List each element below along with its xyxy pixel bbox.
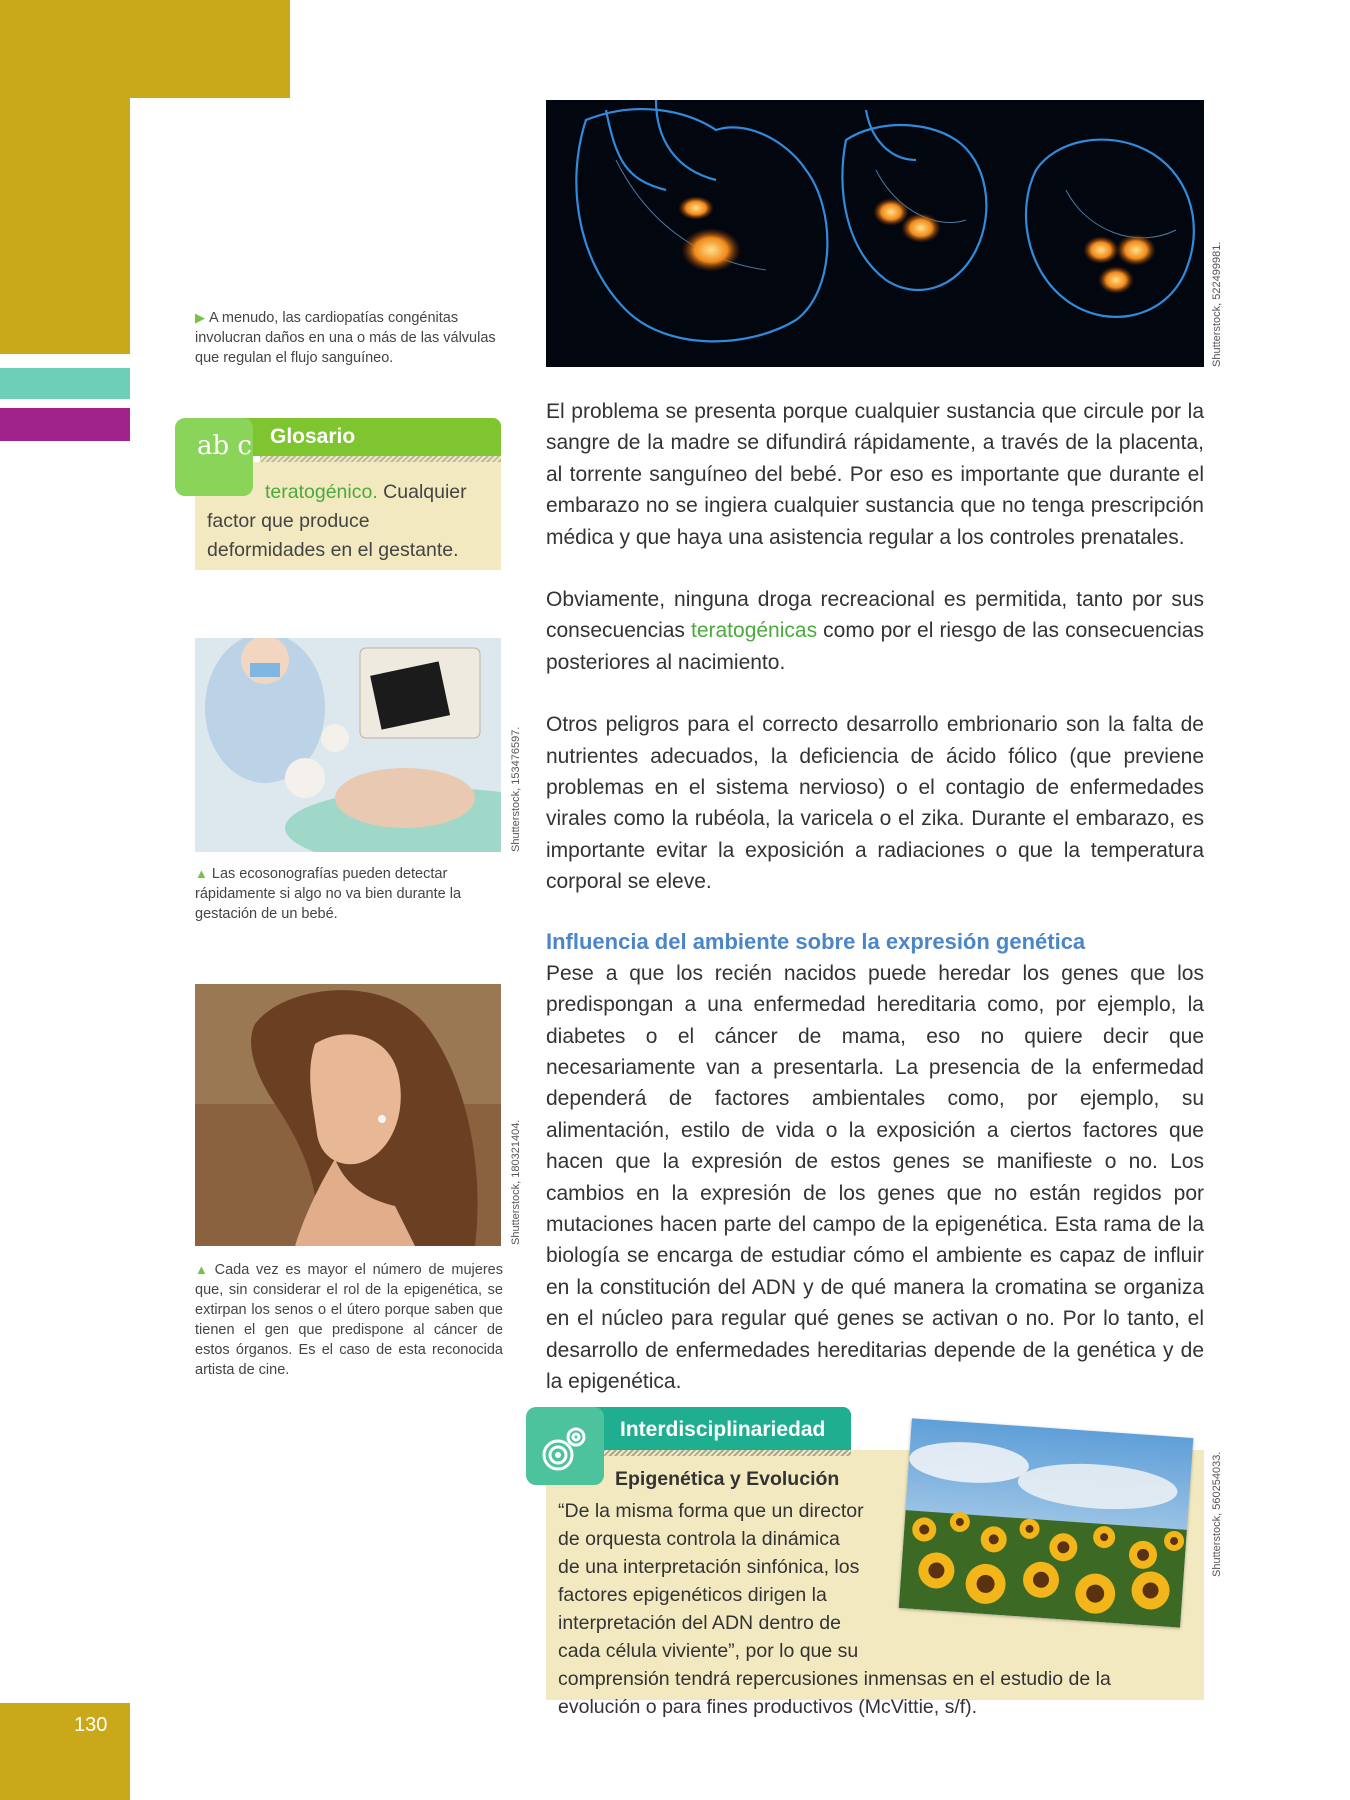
portrait-caption: ▲ Cada vez es mayor el número de mujeres que, sin considerar el rol de la epigenética, se extirpan los senos o el útero porque saben que tienen el gen que predispone al cáncer de estos órganos. Es el caso de esta reconocida artista de cine.: [195, 1262, 503, 1378]
interdisciplinary-badge: [526, 1407, 604, 1485]
left-olive-bar: [0, 98, 130, 354]
caption-triangle-icon: ▶: [195, 310, 205, 325]
page-number: 130: [74, 1714, 108, 1736]
portrait-credit: Shutterstock, 180321404.: [510, 1119, 522, 1245]
glossary-term: teratogénico.: [265, 481, 378, 503]
heart-credit: Shutterstock, 522499981.: [1211, 241, 1223, 367]
main-text-column: [546, 396, 1204, 1397]
heart-image: [546, 100, 1204, 367]
paragraph-2: Obviamente, ninguna droga recreacional es permitida, tanto por sus consecuencias teratogénicas como por el riesgo de las consecuencias posteriores al nacimiento.: [546, 588, 1204, 674]
magenta-stripe: [0, 408, 130, 441]
teal-stripe: [0, 368, 130, 399]
portrait-image: [195, 984, 501, 1246]
paragraph-3: Otros peligros para el correcto desarrollo embrionario son la falta de nutrientes adecuados, la deficiencia de ácido fólico (que previene problemas en el sistema nervioso) o el contagio de enfermedades virales como la rubéola, la varicela o el zika. Durante el embarazo, es importante evitar la exposición a radiaciones o que la temperatura corporal se eleve.: [546, 713, 1204, 894]
sunflower-credit: Shutterstock, 560254033.: [1211, 1451, 1223, 1577]
ultrasound-caption: ▲ Las ecosonografías pueden detectar rápidamente si algo no va bien durante la gestación de un bebé.: [195, 866, 462, 922]
ultrasound-credit: Shutterstock, 153476597.: [510, 726, 522, 852]
page-number-block: [0, 1703, 130, 1800]
top-olive-block: [0, 0, 290, 98]
glossary-content: [207, 478, 489, 565]
glossary-definition: Cualquier factor que produce deformidades en el gestante.: [207, 481, 467, 561]
paragraph-1: El problema se presenta porque cualquier sustancia que circule por la sangre de la madre se difundirá rápidamente, a través de la placenta, al torrente sanguíneo del bebé. Por eso es importante que durante el embarazo no se ingiera cualquier sustancia que no tenga prescripción médica y que haya una asistencia regular a los controles prenatales.: [546, 400, 1204, 549]
target-circles-icon: [526, 1407, 604, 1485]
teratogenic-term: teratogénicas: [691, 619, 818, 643]
interdisciplinary-quote: “De la misma forma que un director de orquesta controla la dinámica de una interpretación sinfónica, los factores epigenéticos dirigen la interpretación del ADN dentro de cada célula viviente”, por lo que su comprensión tendrá repercusiones inmensas en el estudio de la evolución o para fines productivos (McVittie, s/f).: [558, 1497, 1194, 1721]
glossary-title: Glosario: [270, 425, 356, 448]
glossary-box: [175, 418, 501, 570]
quote-float-spacer: [864, 1497, 1194, 1651]
heart-caption: ▶ A menudo, las cardiopatías congénitas involucran daños en una o más de las válvulas que regulan el flujo sanguíneo.: [195, 310, 496, 366]
interdisciplinary-title: Interdisciplinariedad: [620, 1418, 826, 1441]
interdisciplinary-subtitle: Epigenética y Evolución: [615, 1468, 840, 1490]
caption-triangle-icon: ▲: [195, 1262, 211, 1277]
glossary-abc-icon: ab c: [197, 431, 252, 461]
interdisciplinary-hatch: [603, 1450, 851, 1456]
caption-triangle-icon: ▲: [195, 866, 208, 881]
paragraph-4: Pese a que los recién nacidos puede heredar los genes que los predispongan a una enfermedad hereditaria como, por ejemplo, la diabetes o el cáncer de mama, eso no quiere decir que necesariamente van a presentarla. La presencia de la enfermedad dependerá de factores ambientales como, por ejemplo, su alimentación, estilo de vida o la exposición a ciertos factores que hacen que la expresión de estos genes se manifieste o no. Los cambios en la expresión de los genes que no están regidos por mutaciones hacen parte del campo de la epigenética. Esta rama de la biología se encarga de estudiar cómo el ambiente es capaz de influir en la constitución del ADN y de qué manera la cromatina se organiza en el núcleo para regular qué genes se activan o no. Por lo tanto, el desarrollo de enfermedades hereditarias depende de la genética y de la epigenética.: [546, 961, 1204, 1393]
ultrasound-image: [195, 638, 501, 852]
section-heading: Influencia del ambiente sobre la expresión genética: [546, 928, 1086, 954]
